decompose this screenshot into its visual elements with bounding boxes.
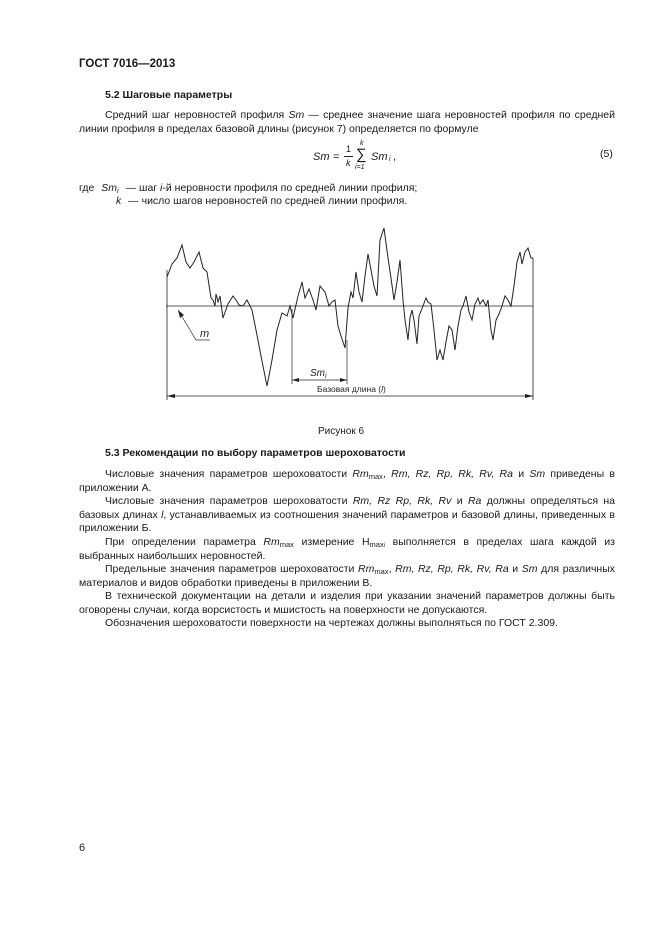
base-arrow-right bbox=[525, 394, 533, 398]
where-row-1: где $Sm_i$ — шаг i-й неровности профиля по средней линии профиля; bbox=[79, 182, 418, 195]
smi-arrow-right bbox=[340, 378, 347, 382]
document-header: ГОСТ 7016—2013 bbox=[79, 58, 176, 70]
roughness-profile-curve bbox=[167, 228, 533, 386]
section-5-3-paragraph-4: Предельные значения параметров шероховатости $Rm_{max}$, Rm, Rz, Rp, Rk, Rv, Ra и Sm для различных материалов и видов обработки приведены в приложении В. bbox=[79, 563, 616, 589]
section-5-2-heading: 5.2 Шаговые параметры bbox=[105, 89, 233, 101]
section-5-3-paragraph-6: Обозначения шероховатости поверхности на чертежах должны выполняться по ГОСТ 2.309. bbox=[105, 617, 558, 629]
where-row-2: k — число шагов неровностей по средней линии профиля. bbox=[116, 195, 408, 207]
section-5-2-paragraph: Средний шаг неровностей профиля Sm — среднее значение шага неровностей профиля по средней линии профиля в пределах базовой длины (рисунок 7) определяется по формуле bbox=[79, 109, 616, 135]
section-5-3-paragraph-1: Числовые значения параметров шероховатости $Rm_{max}$, Rm, Rz, Rp, Rk, Rv, Ra и Sm приведены в приложении А. bbox=[79, 468, 615, 494]
figure-caption: Рисунок 6 bbox=[318, 426, 365, 437]
base-arrow-left bbox=[167, 394, 175, 398]
smi-arrow-left bbox=[292, 378, 299, 382]
section-5-3-heading: 5.3 Рекомендации по выбору параметров шероховатости bbox=[105, 447, 406, 459]
section-5-3-paragraph-2: Числовые значения параметров шероховатости Rm, Rz Rp, Rk, Rv и Ra должны определяться на базовых длинах l, устанавливаемых из соотношения значений параметров и базовой длины, приведенных в приложении Б. bbox=[79, 495, 616, 534]
section-5-3-paragraph-5: В технической документации на детали и изделия при указании значений параметров должны быть оговорены случаи, когда ворсистость и мшистость на поверхности не допускаются. bbox=[79, 590, 615, 616]
label-base-length: Базовая длина (l) bbox=[317, 384, 386, 394]
label-m: m bbox=[200, 328, 210, 340]
label-smi: $Sm_i$ bbox=[310, 368, 327, 380]
formula-5: Sm = 1 k k ∑ i=1 Sm i , bbox=[313, 140, 397, 171]
sum-sign: ∑ bbox=[356, 146, 367, 163]
m-leader-arrow bbox=[178, 310, 184, 318]
section-5-3-paragraph-3: При определении параметра $Rm_{max}$ измерение $H_{maxi}$ выполняется в пределах шага каждой из выбранных наибольших неровностей. bbox=[79, 536, 615, 562]
page-number: 6 bbox=[79, 842, 86, 854]
formula-number: (5) bbox=[600, 148, 613, 160]
roughness-profile-figure bbox=[0, 0, 661, 440]
